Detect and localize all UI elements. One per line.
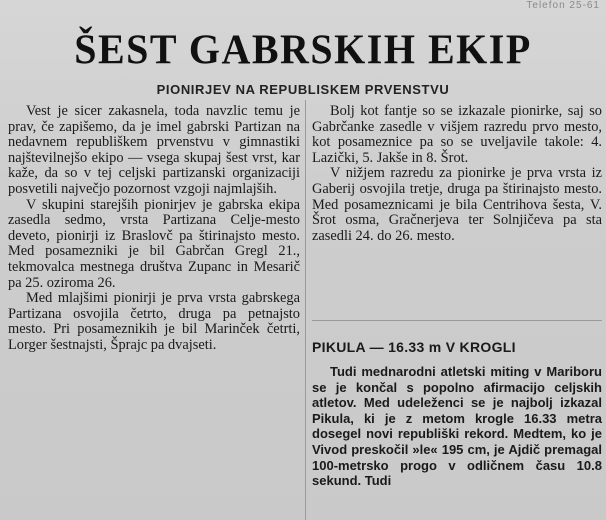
bleed-through-text: Telefon 25-61 [526,0,600,11]
headline: ŠEST GABRSKIH EKIP [74,25,532,74]
paragraph: Bolj kot fantje so se izkazale pionirke, saj so Gabrčanke zasedle v višjem razredu prvo mesto, kot posameznice pa so se uveljavile takole: 4. Lazički, 5. Jakše in 8. Šrot. [312,103,602,166]
section-heading: PIKULA — 16.33 m V KROGLI [312,339,516,355]
subheadline: PIONIRJEV NA REPUBLISKEM PRVENSTVU [156,82,450,97]
section-body [312,364,602,489]
paragraph: Med mlajšimi pionirji je prva vrsta gabrskega Partizana osvojila četrto, druga pa petnajsto mesto. Pri posameznikih je bil Marinček četrti, Lorger šestnajsti, Šprajc pa dvajseti. [8,290,300,353]
paragraph: Vest je sicer zakasnela, toda navzlic temu je prav, če zapišemo, da je imel gabrski Partizan na nedavnem republiškem prvenstvu v gimnastiki najštevilnejšo ekipo — vsega skupaj šest vrst, kar kaže, da so v tej celjski partizanski organizaciji posvetili največjo pozornost vzgoji najmlajših. [8,103,300,197]
paragraph: V nižjem razredu za pionirke je prva vrsta iz Gaberij osvojila tretje, druga pa štirinajsto mesto. Med posameznicami je bila Centrihova šesta, V. Šrot osma, Gračnerjeva ter Solnjičeva pa sta zasedli 24. do 26. mesto. [312,165,602,244]
right-column [312,104,602,244]
paragraph: V skupini starejših pionirjev je gabrska ekipa zasedla sedmo, vrsta Partizana Celje-mesto deveto, pionirji iz Braslovč pa štirinajsto mesto. Med posamezniki je bil Gabrčan Gregl 21., tekmovalca mestnega društva Zupanc in Mesarič pa 25. oziroma 26. [8,196,300,291]
section-divider [312,320,602,321]
column-divider [305,100,306,520]
paragraph: Tudi mednarodni atletski miting v Mariboru se je končal s popolno afirmacijo celjskih atletov. Med udeleženci se je najbolj izkazal Pikula, ki je z metom krogle 16.33 metra dosegel novi republiški rekord. Medtem, ko je Vivod preskočil »le« 195 cm, je Ajdič premagal 100-metrsko progo v odličnem času 10.8 sekund. Tudi [312,364,602,489]
left-column [8,104,300,354]
